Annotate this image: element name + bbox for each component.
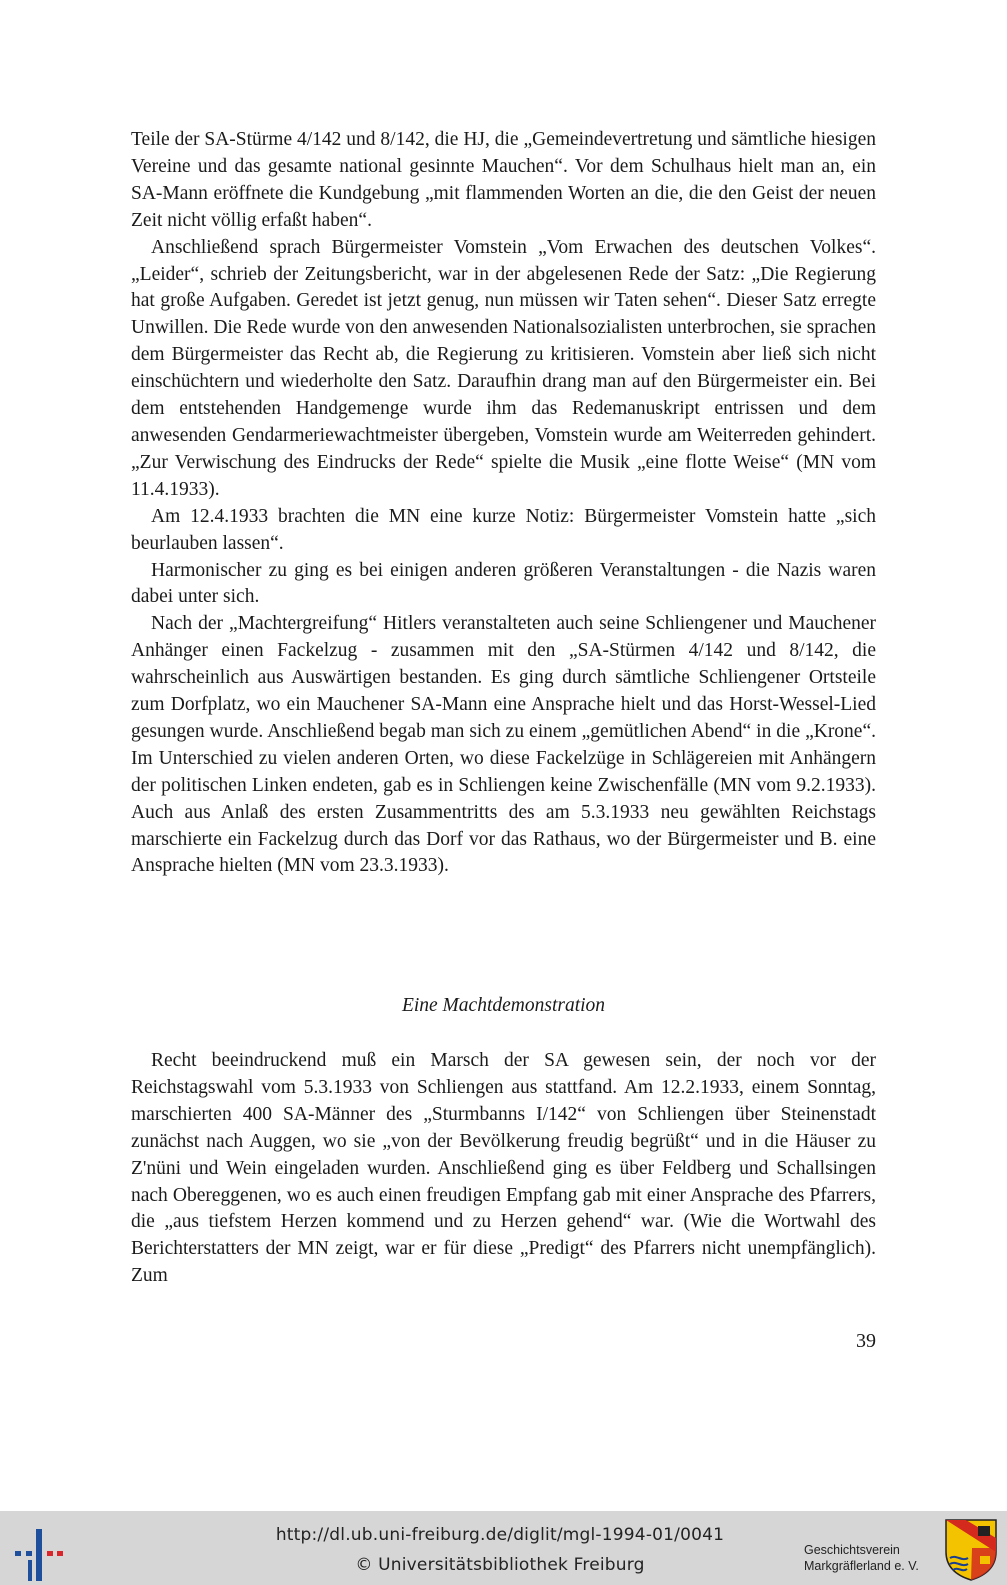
- copyright-notice: © Universitätsbibliothek Freiburg: [355, 1555, 645, 1575]
- society-name-line: Geschichtsverein: [804, 1543, 900, 1557]
- permalink-url[interactable]: http://dl.ub.uni-freiburg.de/diglit/mgl-1994-01/0041: [275, 1525, 725, 1545]
- paragraph: Am 12.4.1933 brachten die MN eine kurze Notiz: Bürgermeister Vomstein hatte „sich beurlauben lassen“.: [131, 505, 876, 554]
- section-body-text: [131, 1048, 876, 1290]
- paragraph: Teile der SA-Stürme 4/142 und 8/142, die HJ, die „Gemeindevertretung und sämtliche hiesigen Vereine und das gesamte national gesinnte Mauchen“. Vor dem Schulhaus hielt man an, ein SA-Mann eröffnete die Kundgebung „mit flammenden Worten an die, die den Geist der neuen Zeit nicht völlig erfaßt haben“.: [131, 129, 876, 231]
- society-name: [804, 1542, 934, 1574]
- page-number: 39: [856, 1330, 876, 1352]
- coat-of-arms-icon[interactable]: [944, 1518, 998, 1582]
- body-text: [131, 127, 876, 880]
- paragraph: Nach der „Machtergreifung“ Hitlers veranstalteten auch seine Schliengener und Mauchener Anhänger einen Fackelzug - zusammen mit den „SA-Stürmen 4/142 und 8/142, die wahrscheinlich aus Auswärtigen bestanden. Es ging durch sämtliche Schliengener Ortsteile zum Dorfplatz, wo ein Mauchener SA-Mann eine Ansprache hielt und das Horst-Wessel-Lied gesungen wurde. Anschließend begab man sich zu einem „gemütlichen Abend“ in die „Krone“. Im Unterschied zu vielen anderen Orten, wo diese Fackelzüge in Schlägereien mit Anhängern der politischen Linken endeten, gab es in Schliengen keine Zwischenfälle (MN vom 9.2.1933). Auch aus Anlaß des ersten Zusammentritts des am 5.3.1933 neu gewählten Reichstags marschierte ein Fackelzug durch das Dorf vor das Rathaus, wo der Bürgermeister und B. eine Ansprache hielten (MN vom 23.3.1933).: [131, 613, 876, 877]
- paragraph: Harmonischer zu ging es bei einigen anderen größeren Veranstaltungen - die Nazis waren dabei unter sich.: [131, 559, 876, 608]
- society-name-line: Markgräflerland e. V.: [804, 1559, 919, 1573]
- paragraph: Recht beeindruckend muß ein Marsch der SA gewesen sein, der noch vor der Reichstagswahl vom 5.3.1933 von Schliengen aus stattfand. Am 12.2.1933, einem Sonntag, marschierten 400 SA-Männer des „Sturmbanns I/142“ von Schliengen über Steinenstadt zunächst nach Auggen, wo sie „von der Bevölkerung freudig begrüßt“ und in die Häuser zu Z'nüni und Wein eingeladen wurden. Anschließend ging es über Feldberg und Schallsingen nach Obereggenen, wo es auch einen freudigen Empfang gab mit einer Ansprache des Pfarrers, die „aus tiefstem Herzen kommend und zu Herzen gehend“ war. (Wie die Wortwahl des Berichterstatters der MN zeigt, war er für diese „Predigt“ des Pfarrers nicht unempfänglich). Zum: [131, 1050, 876, 1287]
- section-heading: Eine Machtdemonstration: [401, 995, 606, 1016]
- ub-freiburg-logo-icon[interactable]: [8, 1529, 68, 1581]
- viewer-footer: [0, 1511, 1007, 1585]
- paragraph: Anschließend sprach Bürgermeister Vomstein „Vom Erwachen des deutschen Volkes“. „Leider“, schrieb der Zeitungsbericht, war in der abgelesenen Rede der Satz: „Die Regierung hat große Aufgaben. Geredet ist jetzt genug, nun müssen wir Taten sehen“. Dieser Satz erregte Unwillen. Die Rede wurde von den anwesenden Nationalsozialisten unterbrochen, sie sprachen dem Bürgermeister das Recht ab, die Regierung zu kritisieren. Vomstein aber ließ sich nicht einschüchtern und wiederholte den Satz. Daraufhin drang man auf den Bürgermeister ein. Bei dem entstehenden Handgemenge wurde ihm das Redemanuskript entrissen und dem anwesenden Gendarmeriewachtmeister übergeben, Vomstein wurde am Weiterreden gehindert. „Zur Verwischung des Eindrucks der Rede“ spielte die Musik „eine flotte Weise“ (MN vom 11.4.1933).: [131, 236, 876, 500]
